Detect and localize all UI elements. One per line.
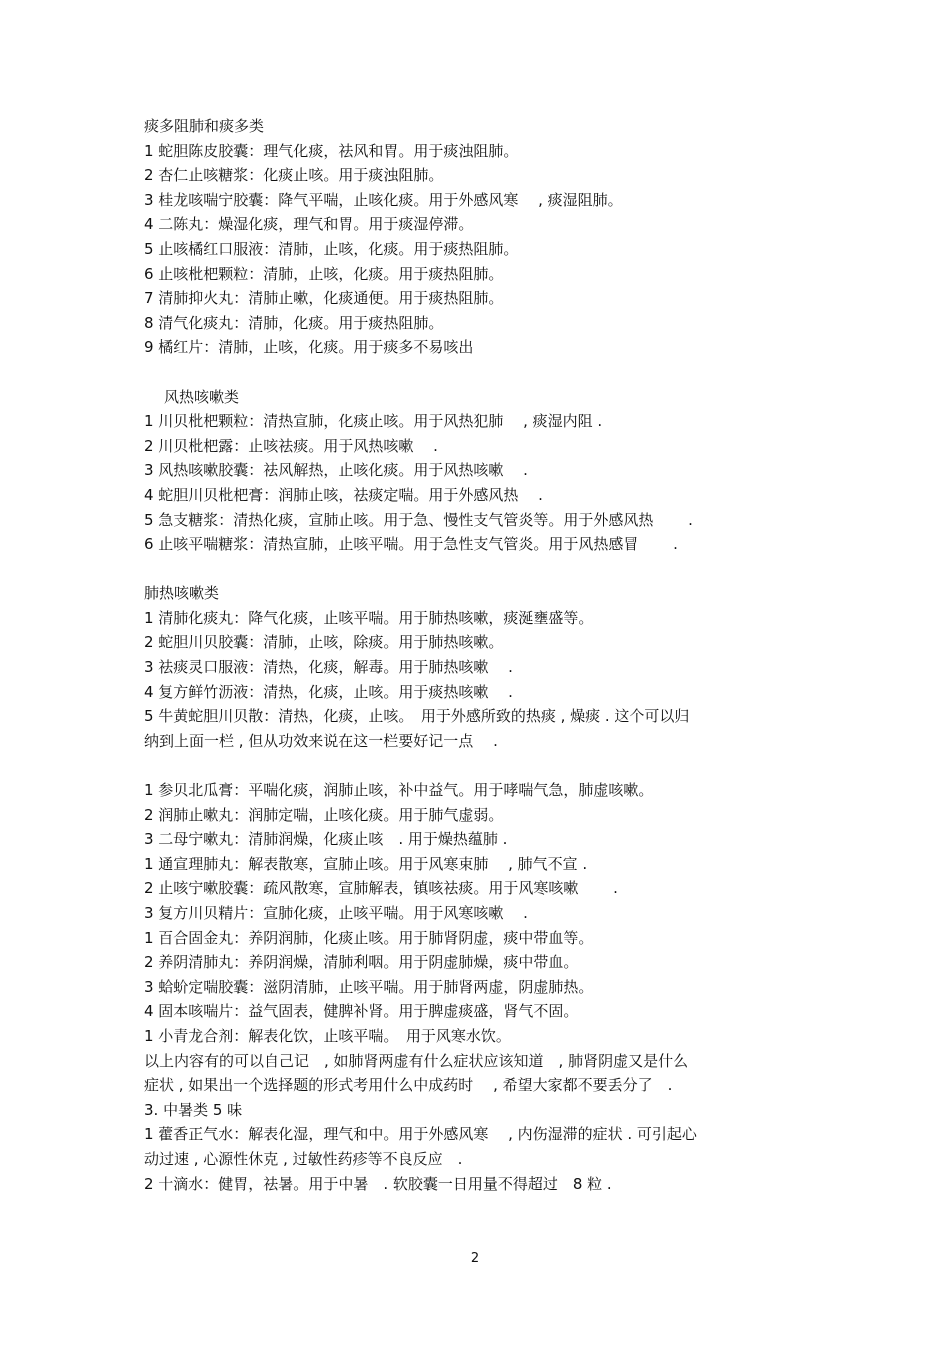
text-line: 4 复方鲜竹沥液：清热，化痰，止咳。用于痰热咳嗽 . bbox=[144, 682, 513, 701]
text-line: 8 清气化痰丸：清肺，化痰。用于痰热阻肺。 bbox=[144, 313, 444, 332]
text-line: 6 止咳枇杷颗粒：清肺，止咳，化痰。用于痰热阻肺。 bbox=[144, 264, 504, 283]
text-line: 2 止咳宁嗽胶囊：疏风散寒，宣肺解表，镇咳祛痰。用于风寒咳嗽 . bbox=[144, 879, 618, 898]
text-line: 3. 中暑类 5 味 bbox=[144, 1100, 243, 1119]
text-line: 1 参贝北瓜膏：平喘化痰，润肺止咳，补中益气。用于哮喘气急，肺虚咳嗽。 bbox=[144, 781, 654, 800]
text-line: 2 养阴清肺丸：养阴润燥，清肺利咽。用于阴虚肺燥，痰中带血。 bbox=[144, 953, 579, 972]
text-line: 动过速 , 心源性休克 , 过敏性药疹等不良反应 . bbox=[144, 1149, 463, 1168]
text-line: 纳到上面一栏 , 但从功效来说在这一栏要好记一点 . bbox=[144, 731, 498, 750]
paragraph-gap bbox=[144, 753, 824, 778]
text-line: 1 小青龙合剂：解表化饮，止咳平喘。 用于风寒水饮。 bbox=[144, 1026, 511, 1045]
text-line: 9 橘红片：清肺，止咳，化痰。用于痰多不易咳出 bbox=[144, 338, 474, 357]
text-line: 1 藿香正气水：解表化湿，理气和中。用于外感风寒 , 内伤湿滞的症状 . 可引起心 bbox=[144, 1125, 697, 1144]
text-line: 5 牛黄蛇胆川贝散：清热，化痰，止咳。 用于外感所致的热痰 , 燥痰 . 这个可以归 bbox=[144, 707, 690, 726]
text-line: 2 蛇胆川贝胶囊：清肺，止咳，除痰。用于肺热咳嗽。 bbox=[144, 633, 504, 652]
text-line: 3 祛痰灵口服液：清热，化痰，解毒。用于肺热咳嗽 . bbox=[144, 658, 513, 677]
text-line: 3 二母宁嗽丸：清肺润燥，化痰止咳 . 用于燥热蕴肺 . bbox=[144, 830, 508, 849]
text-line: 5 止咳橘红口服液：清肺，止咳，化痰。用于痰热阻肺。 bbox=[144, 239, 519, 258]
text-line: 1 川贝枇杷颗粒：清热宣肺，化痰止咳。用于风热犯肺 , 痰湿内阻 . bbox=[144, 412, 603, 431]
section-heading: 痰多阻肺和痰多类 bbox=[144, 117, 265, 135]
section-heading: 肺热咳嗽类 bbox=[144, 584, 220, 603]
paragraph-gap bbox=[144, 557, 824, 582]
text-line: 3 风热咳嗽胶囊：祛风解热，止咳化痰。用于风热咳嗽 . bbox=[144, 461, 528, 480]
paragraph-gap bbox=[144, 360, 824, 385]
text-line: 1 清肺化痰丸：降气化痰，止咳平喘。用于肺热咳嗽，痰涎壅盛等。 bbox=[144, 608, 594, 627]
text-line: 4 固本咳喘片：益气固表，健脾补肾。用于脾虚痰盛，肾气不固。 bbox=[144, 1002, 579, 1021]
text-line: 2 川贝枇杷露：止咳祛痰。用于风热咳嗽 . bbox=[144, 436, 438, 455]
text-line: 4 蛇胆川贝枇杷膏：润肺止咳，祛痰定喘。用于外感风热 . bbox=[144, 485, 543, 504]
text-line: 5 急支糖浆：清热化痰，宣肺止咳。用于急、慢性支气管炎等。用于外感风热 . bbox=[144, 510, 693, 529]
text-line: 3 复方川贝精片：宣肺化痰，止咳平喘。用于风寒咳嗽 . bbox=[144, 904, 528, 922]
text-line: 2 杏仁止咳糖浆：化痰止咳。用于痰浊阻肺。 bbox=[144, 166, 444, 185]
text-line: 7 清肺抑火丸：清肺止嗽，化痰通便。用于痰热阻肺。 bbox=[144, 289, 504, 308]
document-body bbox=[144, 114, 824, 1196]
section-heading: 风热咳嗽类 bbox=[164, 387, 240, 406]
text-line: 2 润肺止嗽丸：润肺定喘，止咳化痰。用于肺气虚弱。 bbox=[144, 805, 504, 824]
text-line: 3 桂龙咳喘宁胶囊：降气平喘，止咳化痰。用于外感风寒 , 痰湿阻肺。 bbox=[144, 190, 623, 209]
text-line: 以上内容有的可以自己记 , 如肺肾两虚有什么症状应该知道 , 肺肾阴虚又是什么 bbox=[144, 1051, 689, 1070]
text-line: 2 十滴水：健胃，祛暑。用于中暑 . 软胶囊一日用量不得超过 8 粒 . bbox=[144, 1174, 612, 1193]
text-line: 1 通宣理肺丸：解表散寒，宣肺止咳。用于风寒束肺 , 肺气不宣 . bbox=[144, 854, 588, 873]
text-line: 4 二陈丸：燥湿化痰，理气和胃。用于痰湿停滞。 bbox=[144, 215, 474, 234]
text-line: 3 蛤蚧定喘胶囊：滋阴清肺，止咳平喘。用于肺肾两虚，阴虚肺热。 bbox=[144, 977, 594, 996]
text-line: 6 止咳平喘糖浆：清热宣肺，止咳平喘。用于急性支气管炎。用于风热感冒 . bbox=[144, 535, 678, 554]
text-line: 1 百合固金丸：养阴润肺，化痰止咳。用于肺肾阴虚，痰中带血等。 bbox=[144, 928, 594, 947]
text-line: 症状 , 如果出一个选择题的形式考用什么中成药时 , 希望大家都不要丢分了 . bbox=[144, 1076, 673, 1095]
text-line: 1 蛇胆陈皮胶囊：理气化痰，祛风和胃。用于痰浊阻肺。 bbox=[144, 141, 519, 160]
page-number: 2 bbox=[470, 1251, 480, 1266]
